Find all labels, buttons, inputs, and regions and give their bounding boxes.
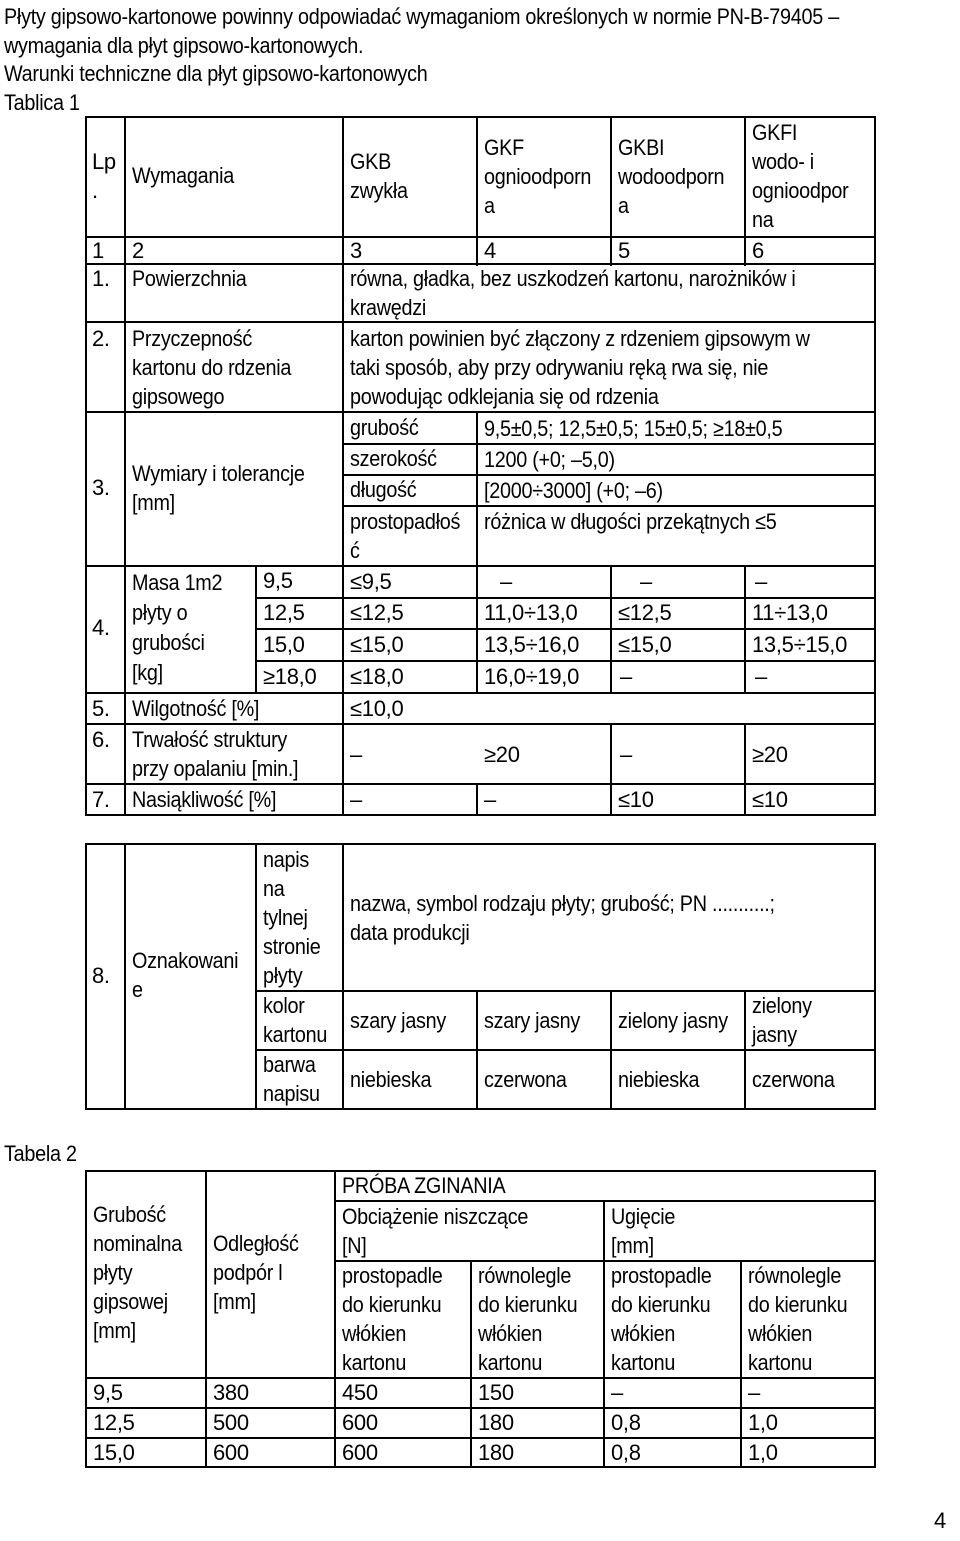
row-3-prostopadlosc-value: różnica w długości przekątnych ≤5 — [484, 509, 777, 534]
t2-sub-header: równolegle — [478, 1263, 572, 1288]
row-6-gkb: – — [350, 742, 362, 767]
row-2-value-3: powodując odklejania się od rdzenia — [350, 384, 659, 409]
barwa-label: barwa — [263, 1052, 316, 1077]
kolor-label: kolor — [263, 993, 305, 1018]
t2-sub-header: kartonu — [748, 1350, 813, 1375]
row-8-label-1: Oznakowani — [132, 948, 239, 973]
t2-proba-header: PRÓBA ZGINANIA — [342, 1173, 506, 1198]
row-1-value-2: krawędzi — [350, 295, 426, 320]
t2-cell: 0,8 — [611, 1440, 641, 1465]
row-5-gkb: ≤10,0 — [350, 696, 404, 721]
header-gkfi-desc-2: ognioodpor — [752, 178, 849, 203]
t2-cell: – — [748, 1380, 760, 1405]
row-4-lp: 4. — [92, 615, 110, 640]
intro-line-1: Płyty gipsowo-kartonowe powinny odpowiadać wymaganiom określonych w normie PN-B-79405 – — [4, 4, 839, 29]
kolor-value: szary jasny — [350, 1008, 447, 1033]
mass-cell: 13,5÷15,0 — [752, 632, 848, 657]
header-gkb-desc: zwykła — [350, 178, 408, 203]
row-3-dlugosc: długość — [350, 477, 417, 502]
t2-cell: 180 — [478, 1440, 514, 1465]
kolor-label: kartonu — [263, 1022, 328, 1047]
row-3-label-2: [mm] — [132, 490, 175, 515]
t2-sub-header: włókien — [342, 1321, 407, 1346]
table-caption-2: Tabela 2 — [4, 1141, 77, 1166]
header-gkf-desc-1: ognioodporn — [484, 164, 592, 189]
row-3-grubosc-value: 9,5±0,5; 12,5±0,5; 15±0,5; ≥18±0,5 — [484, 416, 783, 441]
row-2-value-1: karton powinien być złączony z rdzeniem gipsowym w — [350, 326, 810, 351]
kolor-value-last-1: zielony — [752, 993, 812, 1018]
t2-sub-header: do kierunku — [478, 1292, 578, 1317]
header-gkbi-desc-2: a — [618, 193, 629, 218]
t2-col2-header: podpór l — [213, 1260, 283, 1285]
barwa-value: niebieska — [618, 1067, 700, 1092]
t2-cell: 12,5 — [93, 1410, 135, 1435]
napis-label: na — [263, 876, 285, 901]
t2-sub-header: kartonu — [478, 1350, 543, 1375]
t2-sub-header: do kierunku — [748, 1292, 848, 1317]
row-6-gkfi: ≥20 — [752, 742, 788, 767]
mass-cell: 16,0÷19,0 — [484, 664, 580, 689]
header-lp-dot: . — [92, 178, 98, 203]
col-number: 2 — [132, 238, 144, 263]
t2-cell: 180 — [478, 1410, 514, 1435]
header-lp: Lp — [92, 149, 116, 174]
t2-sub-header: kartonu — [342, 1350, 407, 1375]
row-4-label-3: grubości — [132, 630, 205, 655]
kolor-value: szary jasny — [484, 1008, 581, 1033]
napis-value-2: data produkcji — [350, 920, 470, 945]
header-gkfi-desc-3: na — [752, 207, 774, 232]
t2-sub-header: włókien — [478, 1321, 543, 1346]
t2-ugiecie-header: Ugięcie — [611, 1204, 676, 1229]
intro-line-2: wymagania dla płyt gipsowo-kartonowych. — [4, 33, 364, 58]
t2-sub-header: prostopadle — [611, 1263, 712, 1288]
row-5-lp: 5. — [92, 696, 110, 721]
barwa-value: czerwona — [484, 1067, 567, 1092]
mass-cell: – — [620, 664, 632, 689]
mass-cell: ≤15,0 — [350, 632, 404, 657]
col-number: 3 — [350, 238, 362, 263]
t2-cell: – — [611, 1380, 623, 1405]
kolor-value-last-2: jasny — [752, 1022, 797, 1047]
t2-cell: 150 — [478, 1380, 514, 1405]
t2-cell: 1,0 — [748, 1410, 778, 1435]
mass-cell: – — [500, 569, 512, 594]
header-gkf-desc-2: a — [484, 193, 495, 218]
t2-sub-header: równolegle — [748, 1263, 842, 1288]
t2-sub-header: do kierunku — [611, 1292, 711, 1317]
napis-label: napis — [263, 847, 309, 872]
t2-cell: 600 — [342, 1410, 378, 1435]
napis-label: tylnej — [263, 905, 308, 930]
table-caption-1: Tablica 1 — [4, 90, 80, 115]
col-number: 1 — [92, 238, 104, 263]
header-wymagania: Wymagania — [132, 163, 234, 188]
t2-sub-header: prostopadle — [342, 1263, 443, 1288]
t2-sub-header: włókien — [611, 1321, 676, 1346]
col-number: 4 — [484, 238, 496, 263]
header-gkf: GKF — [484, 135, 524, 160]
mass-cell: ≤12,5 — [618, 600, 672, 625]
header-gkb: GKB — [350, 149, 392, 174]
mass-cell: – — [755, 569, 767, 594]
row-3-grubosc: grubość — [350, 415, 419, 440]
napis-label: płyty — [263, 963, 303, 988]
row-3-label-1: Wymiary i tolerancje — [132, 461, 305, 486]
row-7-label: Nasiąkliwość [%] — [132, 787, 277, 812]
t2-sub-header: do kierunku — [342, 1292, 442, 1317]
row-1-value-1: równa, gładka, bez uszkodzeń kartonu, narożników i — [350, 266, 796, 291]
row-4-label-1: Masa 1m2 — [132, 570, 223, 595]
row-6-lp: 6. — [92, 727, 110, 752]
row-7-lp: 7. — [92, 787, 110, 812]
header-gkbi-desc-1: wodoodporn — [618, 164, 725, 189]
row-8-lp: 8. — [92, 963, 110, 988]
mass-cell: 13,5÷16,0 — [484, 632, 580, 657]
row-1-label: Powierzchnia — [132, 266, 247, 291]
row-1-lp: 1. — [92, 266, 110, 291]
row-3-prostopadlosc-2: ć — [350, 538, 360, 563]
row-7-gkbi: ≤10 — [618, 787, 654, 812]
header-gkfi: GKFI — [752, 120, 798, 145]
t2-col1-header: [mm] — [93, 1318, 136, 1343]
t2-cell: 450 — [342, 1380, 378, 1405]
row-7-gkb: – — [350, 787, 362, 812]
t2-col1-header: nominalna — [93, 1231, 182, 1256]
t2-cell: 0,8 — [611, 1410, 641, 1435]
row-8-label-2: e — [132, 977, 143, 1002]
row-2-value-2: taki sposób, aby przy odrywaniu ręką rwa się, nie — [350, 355, 769, 380]
mass-cell: ≤12,5 — [350, 600, 404, 625]
t2-ugiecie-unit: [mm] — [611, 1233, 654, 1258]
header-gkfi-desc-1: wodo- i — [752, 149, 814, 174]
t2-cell: 500 — [213, 1410, 249, 1435]
t2-cell: 15,0 — [93, 1440, 135, 1465]
barwa-label: napisu — [263, 1081, 320, 1106]
row-2-lp: 2. — [92, 326, 110, 351]
t2-cell: 600 — [213, 1440, 249, 1465]
mass-cell: – — [640, 569, 652, 594]
mass-cell: ≤15,0 — [618, 632, 672, 657]
t2-cell: 380 — [213, 1380, 249, 1405]
row-3-dlugosc-value: [2000÷3000] (+0; –6) — [484, 478, 663, 503]
barwa-value: czerwona — [752, 1067, 835, 1092]
napis-label: stronie — [263, 934, 321, 959]
t2-col1-header: gipsowej — [93, 1289, 168, 1314]
row-2-label-3: gipsowego — [132, 384, 225, 409]
t2-sub-header: kartonu — [611, 1350, 676, 1375]
header-gkbi: GKBI — [618, 135, 665, 160]
row-3-prostopadlosc-1: prostopadłoś — [350, 509, 461, 534]
t2-col1-header: płyty — [93, 1260, 133, 1285]
t2-obciazenie-header: Obciążenie niszczące — [342, 1204, 529, 1229]
row-6-label-1: Trwałość struktury — [132, 727, 288, 752]
row-2-label-1: Przyczepność — [132, 326, 253, 351]
row-4-label-4: [kg] — [132, 660, 163, 685]
page-number: 4 — [934, 1508, 946, 1533]
t2-sub-header: włókien — [748, 1321, 813, 1346]
t2-cell: 1,0 — [748, 1440, 778, 1465]
mass-cell: ≤18,0 — [350, 664, 404, 689]
row-6-gkf: ≥20 — [484, 742, 520, 767]
row-5-label: Wilgotność [%] — [132, 696, 260, 721]
mass-cell: 11,0÷13,0 — [484, 600, 578, 625]
col-number: 5 — [618, 238, 630, 263]
row-7-gkf: – — [484, 787, 496, 812]
mass-cell: – — [755, 664, 767, 689]
napis-value-1: nazwa, symbol rodzaju płyty; grubość; PN ...........; — [350, 891, 775, 916]
intro-line-3: Warunki techniczne dla płyt gipsowo-kartonowych — [4, 61, 428, 86]
kolor-value: zielony jasny — [618, 1008, 728, 1033]
row-6-gkbi: – — [620, 742, 632, 767]
col-number: 6 — [752, 238, 764, 263]
mass-cell: 12,5 — [263, 600, 305, 625]
row-3-szerokosc: szerokość — [350, 446, 437, 471]
t2-obciazenie-unit: [N] — [342, 1233, 367, 1258]
t2-col1-header: Grubość — [93, 1202, 166, 1227]
row-6-label-2: przy opalaniu [min.] — [132, 756, 299, 781]
t2-cell: 9,5 — [93, 1380, 123, 1405]
mass-cell: 15,0 — [263, 632, 305, 657]
t2-cell: 600 — [342, 1440, 378, 1465]
mass-cell: 9,5 — [263, 568, 293, 593]
row-3-szerokosc-value: 1200 (+0; –5,0) — [484, 447, 615, 472]
row-2-label-2: kartonu do rdzenia — [132, 355, 292, 380]
t2-col2-header: [mm] — [213, 1289, 256, 1314]
mass-cell: ≤9,5 — [350, 569, 392, 594]
row-3-lp: 3. — [92, 475, 110, 500]
mass-cell: ≥18,0 — [263, 664, 317, 689]
barwa-value: niebieska — [350, 1067, 432, 1092]
mass-cell: 11÷13,0 — [752, 600, 828, 625]
row-7-gkfi: ≤10 — [752, 787, 788, 812]
row-4-label-2: płyty o — [132, 600, 188, 625]
t2-col2-header: Odległość — [213, 1231, 299, 1256]
